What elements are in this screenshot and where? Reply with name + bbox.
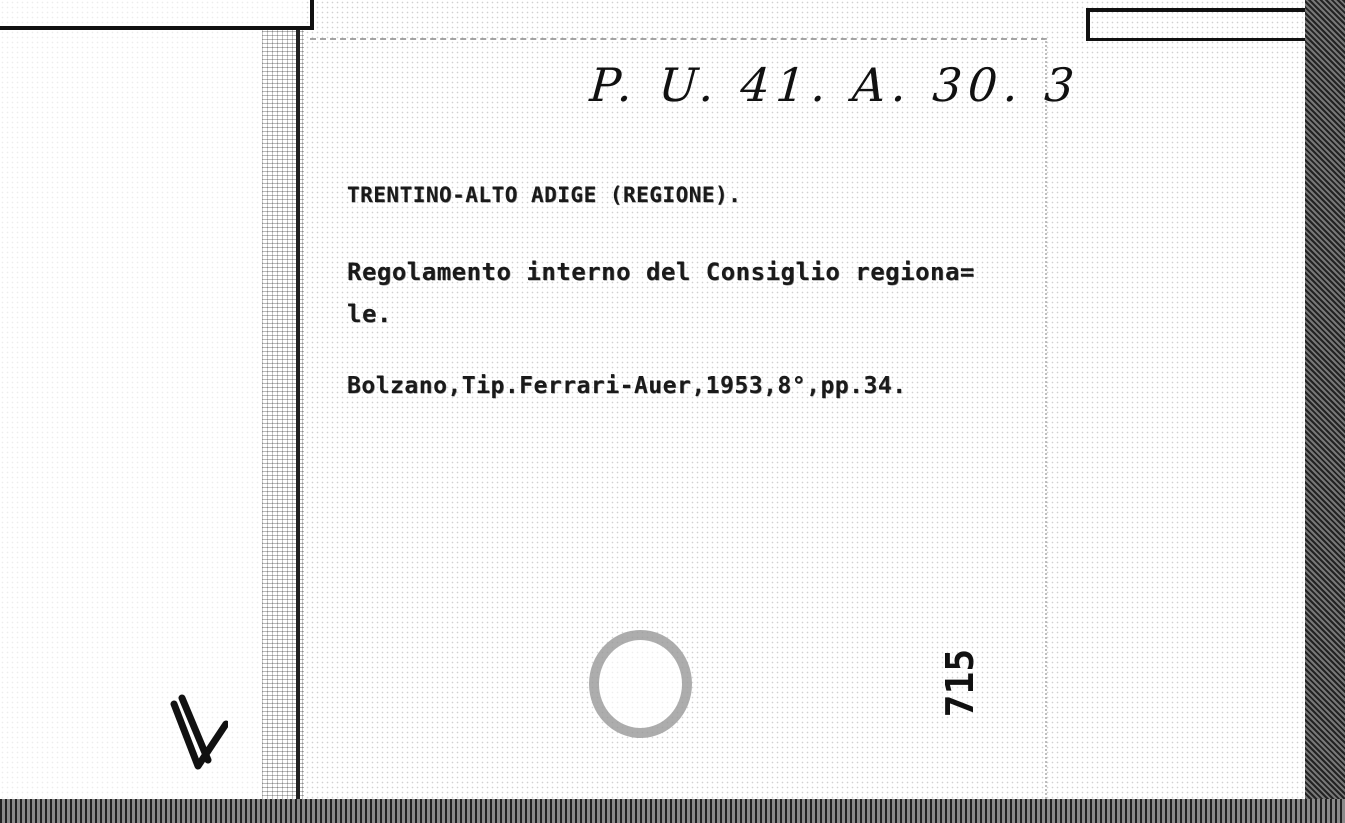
rotated-stamp-number: 715 xyxy=(938,648,982,718)
card-title-line-1: Regolamento interno del Consiglio regiona= xyxy=(347,258,975,286)
adjacent-card-right-top-edge xyxy=(1086,8,1310,41)
handwritten-shelfmark: P. U. 41. A. 30. 3 xyxy=(588,58,1082,112)
adjacent-card-left-top-edge xyxy=(0,0,314,30)
scan-border-bottom xyxy=(0,799,1345,823)
card-title-line-2: le. xyxy=(347,300,392,328)
punch-hole xyxy=(589,630,692,738)
card-heading: TRENTINO-ALTO ADIGE (REGIONE). xyxy=(347,183,742,207)
handwritten-corner-mark xyxy=(168,690,228,770)
scan-border-right xyxy=(1305,0,1345,823)
adjacent-card-left-edge-line xyxy=(296,30,300,800)
adjacent-card-left xyxy=(0,0,305,800)
card-imprint: Bolzano,Tip.Ferrari-Auer,1953,8°,pp.34. xyxy=(347,373,907,399)
